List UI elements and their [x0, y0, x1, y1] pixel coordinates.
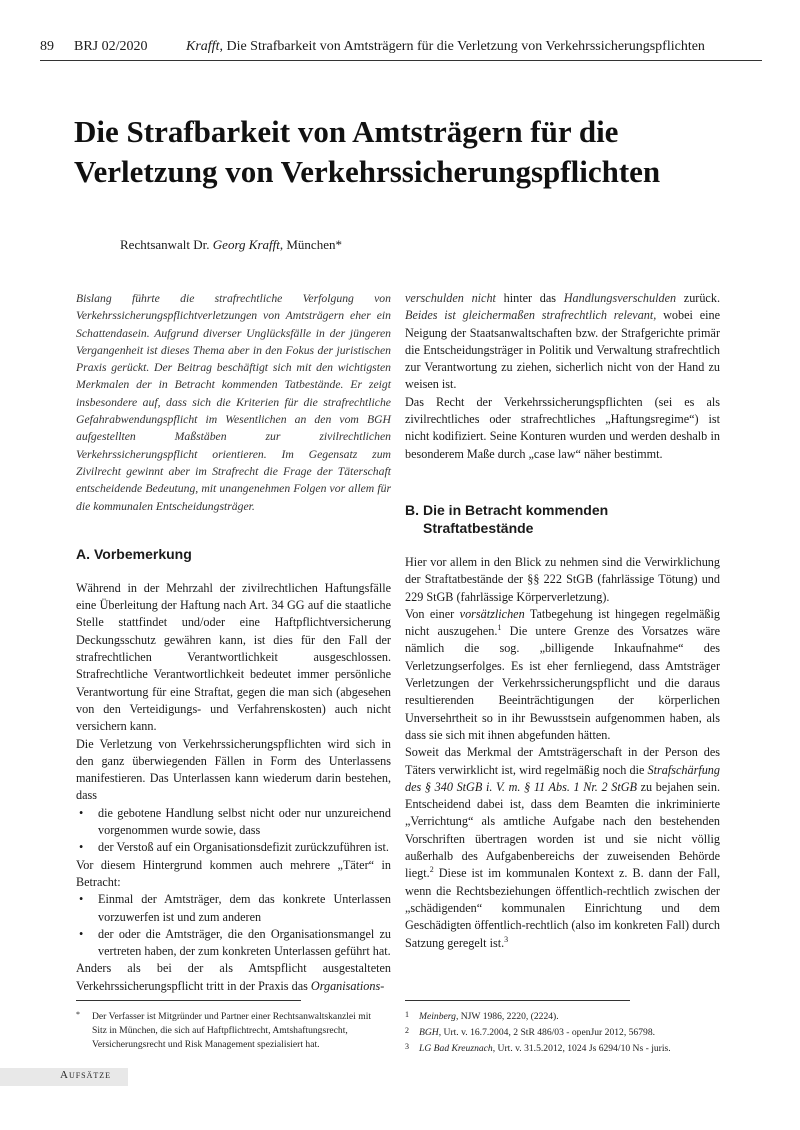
footnote-text: Der Verfasser ist Mitgründer und Partner einer Rechtsanwaltskanzlei mit Sitz in München, die sich auf Haftpflichtrecht, Amtshaftungsrecht, Versicherungsrecht und Risk Management spezialisiert hat.	[92, 1011, 372, 1050]
section-b-title-line-2: Straftatbestände	[423, 519, 534, 536]
section-b-paragraph-2	[405, 606, 720, 744]
header-rule	[40, 60, 762, 61]
author-line	[120, 236, 520, 254]
footnote-text: , Urt. v. 31.5.2012, 1024 Js 6294/10 Ns - juris.	[492, 1043, 671, 1054]
paragraph-text: Von einer	[405, 606, 460, 621]
paragraph-text: hinter das	[495, 291, 564, 305]
running-title-text: , Die Strafbarkeit von Amtsträgern für die Verletzung von Verkehrssicherungspflichten	[219, 39, 705, 54]
footnotes-right	[405, 1010, 745, 1056]
running-author: Krafft	[186, 39, 220, 54]
footnote	[76, 1010, 376, 1052]
paragraph-emphasis: Organisations-	[310, 978, 385, 993]
paragraph-text: zu bejahen sein. Entscheidend dabei ist, dass dem Beamten die inkriminierte „Verrichtung“ als amtliche Aufgabe nach den bestehenden Vorschriften übertragen worden ist und sie nicht völlig außerhalb des Aufgabenbereichs der zuweisenden Behörde liegt.	[405, 779, 720, 881]
section-a-number: A.	[76, 545, 90, 562]
author-suffix: , München*	[279, 237, 342, 252]
footnote-rule-left	[76, 1000, 301, 1001]
section-a-paragraph-2: Die Verletzung von Verkehrssicherungspflichten wird sich in den ganz überwiegenden Fällen in Form des Unterlassens manifestieren. Das Unterlassen kann wiederum darin bestehen, dass	[76, 736, 391, 803]
section-b-heading	[405, 501, 720, 537]
paragraph-text: Soweit das Merkmal der Amtsträgerschaft in der Person des Täters verwirklicht ist, wird regelmäßig noch die	[405, 745, 720, 777]
paragraph-text: Tatbegehung ist hingegen regelmäßig nicht auszugehen.	[405, 606, 721, 639]
footnote-rule-right	[405, 1000, 630, 1001]
bullet-item: • der Verstoß auf ein Organisationsdefizit zurückzuführen ist.	[76, 839, 391, 856]
article-title-line-2: Verletzung von Verkehrssicherungspflichten	[74, 154, 661, 189]
author-prefix: Rechtsanwalt Dr.	[120, 237, 213, 252]
section-a-paragraph-4	[76, 960, 391, 995]
bullet-item: • die gebotene Handlung selbst nicht oder nur unzureichend vorgenommen wurde sowie, dass	[76, 805, 391, 840]
abstract: Bislang führte die strafrechtliche Verfolgung von Verkehrssicherungspflichtverletzungen von Amtsträgern eher ein Schattendasein. Aufgrund diverser Unglücksfälle in der jüngeren Vergangenheit ist dieses Thema aber in den Fokus der juristischen Praxis gerückt. Der Beitrag beschäftigt sich mit den wichtigsten Merkmalen der in Betracht kommenden Tatbestände. Er zeigt insbesondere auf, dass sich die Kriterien für die strafrechtliche Gefahrabwendungspflicht im Wesentlichen an den vom BGH aufgestellten Maßstäben zur zivilrechtlichen Verkehrssicherungspflicht orientieren. Im Gegensatz zum Zivilrecht gewinnt aber im Strafrecht die Frage der Täterschaft entscheidende Bedeutung, mit unangenehmen Folgen vor allem für die kommunalen Entscheidungsträger.	[76, 292, 391, 513]
footnote	[405, 1026, 745, 1040]
continued-paragraph	[405, 290, 720, 394]
paragraph-emphasis: Beides ist gleichermaßen strafrechtlich relevant,	[405, 308, 657, 323]
footnote-author: BGH	[419, 1027, 439, 1038]
section-b-title-line-1: Die in Betracht kommenden	[423, 501, 609, 518]
footnote-ref[interactable]: 1	[497, 623, 502, 633]
bullet-item: • Einmal der Amtsträger, dem das konkrete Unterlassen vorzuwerfen ist und zum anderen	[76, 891, 391, 926]
paragraph-emphasis: verschulden nicht	[405, 291, 496, 305]
section-a-heading	[76, 545, 391, 563]
right-paragraph-2: Das Recht der Verkehrssicherungspflichten (sei es als zivilrechtliches oder strafrechtliches „Haftungsregime“) ist nicht kodifiziert. Seine Konturen wurden und werden deshalb in besonderem Maße durch „case law“ näher bestimmt.	[405, 394, 720, 461]
footnote-text: , Urt. v. 16.7.2004, 2 StR 486/03 - openJur 2012, 56798.	[438, 1027, 656, 1038]
section-b-number: B.	[405, 501, 419, 518]
footnote-ref[interactable]: 3	[504, 934, 509, 944]
section-a-paragraph-3: Vor diesem Hintergrund kommen auch mehrere „Täter“ in Betracht:	[76, 857, 391, 889]
section-a-paragraph-1: Während in der Mehrzahl der zivilrechtlichen Haftungsfälle eine Überleitung der Haftung nach Art. 34 GG auf die staatliche Stelle stattfindet und/oder eine Haftpflichtversicherung Deckungsschutz gewähren kann, ist dies für den Fall der strafrechtlichen Verantwortlichkeit ausgeschlossen. Strafrechtliche Verantwortlichkeit bedeutet immer persönliche Verantwortung für eine Straftat, gegen die man sich (abgesehen von den Verteidigungs- und Verfahrenskosten) auch nicht versichern kann.	[76, 580, 391, 734]
paragraph-text: Diese ist im kommunalen Kontext z. B. dann der Fall, wenn die Rechtsbeziehungen öffentlich-rechtlich zwischen der „schädigenden“ kommunalen Einrichtung und dem Geschädigten öffentlich-rechtlich (also im konkreten Fall) durch Satzung geregelt ist.	[405, 866, 720, 950]
section-a-title: Vorbemerkung	[94, 545, 192, 562]
footnote-author: Meinberg	[419, 1011, 456, 1022]
paragraph-emphasis: Handlungsverschulden	[563, 291, 677, 305]
section-b-paragraph-1: Hier vor allem in den Blick zu nehmen sind die Verwirklichung der Straftatbestände der §§ 222 StGB (fahrlässige Tötung) und 229 StGB (fahrlässige Körperverletzung).	[405, 554, 720, 604]
footnote-mark: *	[76, 1010, 80, 1019]
footnote-author: LG Bad Kreuznach	[419, 1043, 493, 1054]
paragraph-text: Die untere Grenze des Vorsatzes wäre nämlich die sog. „billigende Inkaufnahme“ des Verletzungserfolges. Es ist eher fernliegend, dass Amtsträger Verletzungen der Verkehrssicherungspflicht und die daraus resultierenden Beeinträchtigungen der körperlichen Unversehrtheit so in ihr Bewusstsein aufgenommen haben, als dass sie sich mit ihnen abgefunden hätten.	[405, 624, 720, 742]
article-title	[74, 112, 754, 192]
running-title	[186, 39, 705, 54]
paragraph-emphasis: Strafschärfung des § 340 StGB i. V. m. § 11 Abs. 1 Nr. 2 StGB	[405, 762, 720, 794]
paragraph-text: Anders als bei der als Amtspflicht ausgestalteten Verkehrssicherungspflicht tritt in der Praxis das	[76, 961, 391, 993]
footnote	[405, 1010, 745, 1024]
page-number: 89	[40, 39, 54, 54]
left-column	[76, 290, 391, 995]
right-column	[405, 290, 720, 952]
section-b-paragraph-3	[405, 744, 720, 952]
paragraph-text: wobei eine Neigung der Staatsanwaltschaften bzw. der Strafgerichte primär die Entscheidungsträger in Politik und Verwaltung strafrechtlich zur Verantwortung zu ziehen, sicherlich nicht von der Hand zu weisen ist.	[405, 308, 720, 392]
footnote-text: , NJW 1986, 2220, (2224).	[455, 1011, 559, 1022]
footnote	[405, 1042, 745, 1056]
author-name: Georg Krafft	[212, 237, 280, 252]
bullet-item: • der oder die Amtsträger, die den Organisationsmangel zu vertreten haben, der zum konkreten Unterlassen geführt hat.	[76, 926, 391, 961]
footnote-ref[interactable]: 2	[429, 865, 434, 875]
footnotes-left	[76, 1010, 376, 1052]
footnote-mark: 3	[405, 1042, 409, 1051]
paragraph-text: zurück.	[676, 291, 720, 305]
footnote-mark: 1	[405, 1010, 409, 1019]
article-title-line-1: Die Strafbarkeit von Amtsträgern für die	[74, 114, 619, 149]
paragraph-emphasis: vorsätzlichen	[459, 606, 525, 621]
journal-issue: BRJ 02/2020	[74, 39, 148, 54]
section-label: Aufsätze	[60, 1069, 112, 1081]
footnote-mark: 2	[405, 1026, 409, 1035]
running-header	[40, 38, 762, 56]
